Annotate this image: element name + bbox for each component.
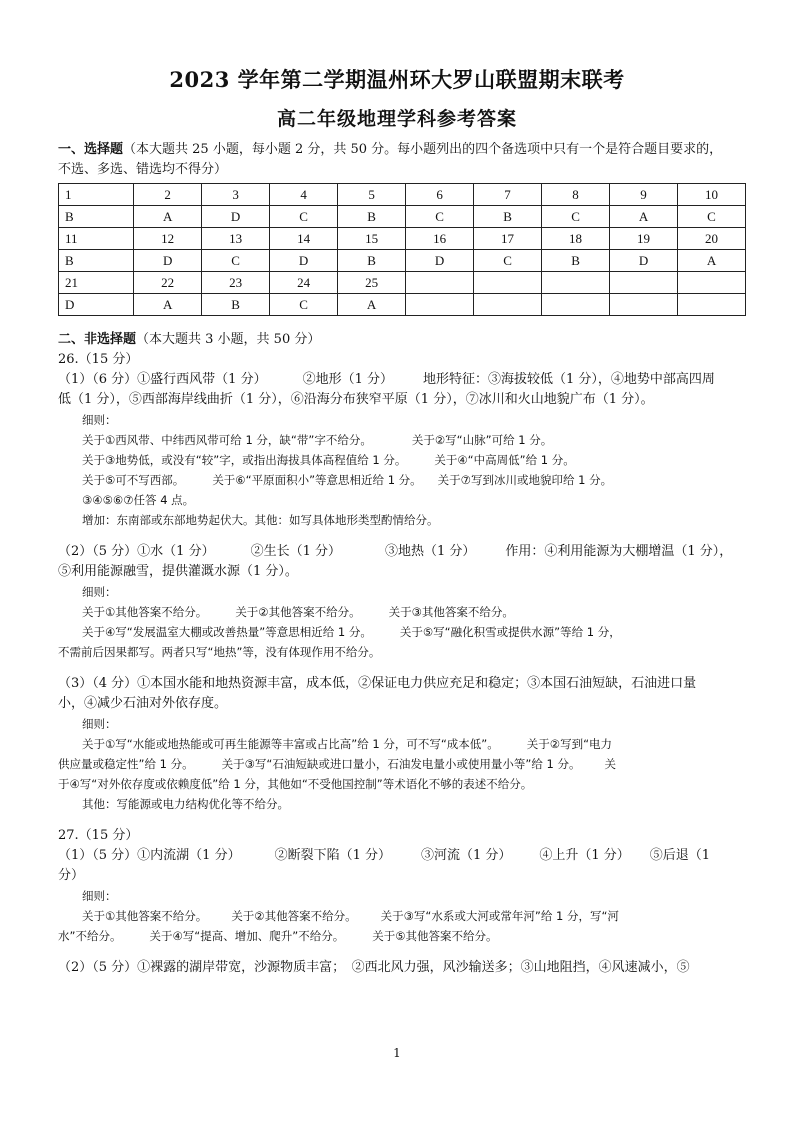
table-cell: 3	[202, 184, 270, 206]
table-cell: B	[474, 206, 542, 228]
table-cell: C	[270, 294, 338, 316]
table-cell: A	[134, 206, 202, 228]
q26-part2-detail-2: 关于④写“发展温室大棚或改善热量”等意思相近给 1 分。 关于⑤写“融化积雪或提供水源”等给 1 分，	[82, 625, 621, 639]
table-cell: 20	[678, 228, 746, 250]
table-cell: 8	[542, 184, 610, 206]
q26-detail-3: 关于⑤可不写西部。 关于⑥“平原面积小”等意思相近给 1 分。 关于⑦写到冰川或地貌印给 1 分。	[82, 473, 613, 487]
section2-heading: 二、非选择题（本大题共 3 小题，共 50 分）	[58, 332, 321, 347]
q27-detail-1: 关于①其他答案不给分。 关于②其他答案不给分。 关于③写“水系或大河或常年河”给 1 分，写“河	[82, 909, 619, 923]
q26-detail-1: 关于①西风带、中纬西风带可给 1 分，缺“带”字不给分。 关于②写“山脉”可给 1 分。	[82, 433, 553, 447]
table-cell	[542, 294, 610, 316]
q26-part2-line1: （2）（5 分）①水（1 分） ②生长（1 分） ③地热（1 分） 作用：④利用能源为大棚增温（1 分），	[58, 544, 733, 559]
table-cell: 13	[202, 228, 270, 250]
table-cell: 1	[59, 184, 134, 206]
table-cell: 17	[474, 228, 542, 250]
table-cell: 21	[59, 272, 134, 294]
table-cell: B	[59, 206, 134, 228]
q27-part1-line2: 分）	[58, 868, 85, 883]
table-cell: A	[678, 250, 746, 272]
table-cell: 10	[678, 184, 746, 206]
table-cell: D	[270, 250, 338, 272]
section1-desc-line2: 不选、多选、错选均不得分）	[58, 162, 228, 177]
table-cell: A	[134, 294, 202, 316]
table-cell: 9	[610, 184, 678, 206]
table-cell: 25	[338, 272, 406, 294]
table-cell: 6	[406, 184, 474, 206]
table-cell: D	[406, 250, 474, 272]
table-cell: 12	[134, 228, 202, 250]
q26-head: 26.（15 分）	[58, 352, 139, 367]
q26-detail-2: 关于③地势低，或没有“较”字，或指出海拔具体高程值给 1 分。 关于④“中高周低”给 1 分。	[82, 453, 575, 467]
q26-part2-detail-1: 关于①其他答案不给分。 关于②其他答案不给分。 关于③其他答案不给分。	[82, 605, 514, 619]
table-row	[59, 206, 746, 228]
q26-part3-line1: （3）（4 分）①本国水能和地热资源丰富，成本低，②保证电力供应充足和稳定；③本国石油短缺，石油进口量	[58, 676, 697, 691]
q26-part2-detail-3: 不需前后因果都写。两者只写“地热”等，没有体现作用不给分。	[58, 645, 381, 659]
table-cell	[678, 294, 746, 316]
table-cell	[542, 272, 610, 294]
table-cell	[610, 272, 678, 294]
q26-part3-detail-4: 其他：写能源或电力结构优化等不给分。	[82, 797, 289, 811]
table-cell	[406, 294, 474, 316]
table-cell: D	[59, 294, 134, 316]
document-body	[58, 140, 748, 978]
table-cell: C	[542, 206, 610, 228]
table-cell: B	[542, 250, 610, 272]
q26-part1-line1: （1）（6 分）①盛行西风带（1 分） ②地形（1 分） 地形特征：③海拔较低（1 分），④地势中部高四周	[58, 372, 715, 387]
q26-part3-line2: 小，④减少石油对外依存度。	[58, 696, 228, 711]
table-cell: A	[610, 206, 678, 228]
q27-detail-label: 细则：	[82, 889, 117, 903]
table-cell: A	[338, 294, 406, 316]
table-cell: 16	[406, 228, 474, 250]
table-cell	[610, 294, 678, 316]
q26-detail-5: 增加：东南部或东部地势起伏大。其他：如写具体地形类型酌情给分。	[82, 513, 439, 527]
table-row	[59, 250, 746, 272]
table-cell	[406, 272, 474, 294]
q27-part2-line1: （2）（5 分）①裸露的湖岸带宽，沙源物质丰富； ②西北风力强，风沙输送多；③山地阻挡，④风速减小，⑤	[58, 960, 690, 975]
document-subtitle: 高二年级地理学科参考答案	[276, 108, 517, 130]
table-cell: 24	[270, 272, 338, 294]
table-row	[59, 294, 746, 316]
q26-part3-detail-2: 供应量或稳定性”给 1 分。 关于③写“石油短缺或进口量小，石油发电量小或使用量小等”给 1 分。 关	[58, 757, 616, 771]
table-cell: 5	[338, 184, 406, 206]
page-number: 1	[393, 1046, 401, 1060]
q26-part3-detail-3: 于④写“对外依存度或依赖度低”给 1 分，其他如“不受他国控制”等术语化不够的表述不给分。	[58, 777, 533, 791]
table-cell	[474, 294, 542, 316]
table-cell: 23	[202, 272, 270, 294]
table-cell	[474, 272, 542, 294]
table-cell: D	[134, 250, 202, 272]
table-cell: 4	[270, 184, 338, 206]
q27-part1-line1: （1）（5 分）①内流湖（1 分） ②断裂下陷（1 分） ③河流（1 分） ④上升（1 分） ⑤后退（1	[58, 848, 711, 863]
section1-heading: 一、选择题（本大题共 25 小题，每小题 2 分，共 50 分。每小题列出的四个备选项中只有一个是符合题目要求的，	[58, 142, 723, 157]
q26-part3-detail-label: 细则：	[82, 717, 117, 731]
table-cell: D	[202, 206, 270, 228]
table-cell: C	[678, 206, 746, 228]
table-cell: B	[202, 294, 270, 316]
table-cell: B	[59, 250, 134, 272]
q26-part2-line2: ⑤利用能源融雪，提供灌溉水源（1 分）。	[58, 564, 298, 579]
q27-detail-2: 水”不给分。 关于④写“提高、增加、爬升”不给分。 关于⑤其他答案不给分。	[58, 929, 498, 943]
table-cell: B	[338, 250, 406, 272]
q26-part3-detail-1: 关于①写“水能或地热能或可再生能源等丰富或占比高”给 1 分，可不写“成本低”。 关于②写到“电力	[82, 737, 613, 751]
table-cell: 11	[59, 228, 134, 250]
q27-head: 27.（15 分）	[58, 828, 139, 843]
q26-detail-label: 细则：	[82, 413, 117, 427]
table-cell: C	[474, 250, 542, 272]
table-cell: 2	[134, 184, 202, 206]
q26-part2-detail-label: 细则：	[82, 585, 117, 599]
answer-table	[58, 183, 746, 316]
table-cell: B	[338, 206, 406, 228]
table-cell: C	[270, 206, 338, 228]
table-cell: 19	[610, 228, 678, 250]
table-cell: C	[406, 206, 474, 228]
table-cell: D	[610, 250, 678, 272]
table-cell: 7	[474, 184, 542, 206]
table-cell: C	[202, 250, 270, 272]
table-cell: 18	[542, 228, 610, 250]
table-row	[59, 184, 746, 206]
q26-detail-4: ③④⑤⑥⑦任答 4 点。	[82, 493, 195, 507]
table-cell	[678, 272, 746, 294]
table-cell: 22	[134, 272, 202, 294]
q26-part1-line2: 低（1 分），⑤西部海岸线曲折（1 分），⑥沿海分布狭窄平原（1 分），⑦冰川和火山地貌广布（1 分）。	[58, 392, 654, 407]
table-cell: 15	[338, 228, 406, 250]
document-title: 2023 学年第二学期温州环大罗山联盟期末联考	[169, 67, 625, 92]
table-cell: 14	[270, 228, 338, 250]
table-row	[59, 228, 746, 250]
table-row	[59, 272, 746, 294]
